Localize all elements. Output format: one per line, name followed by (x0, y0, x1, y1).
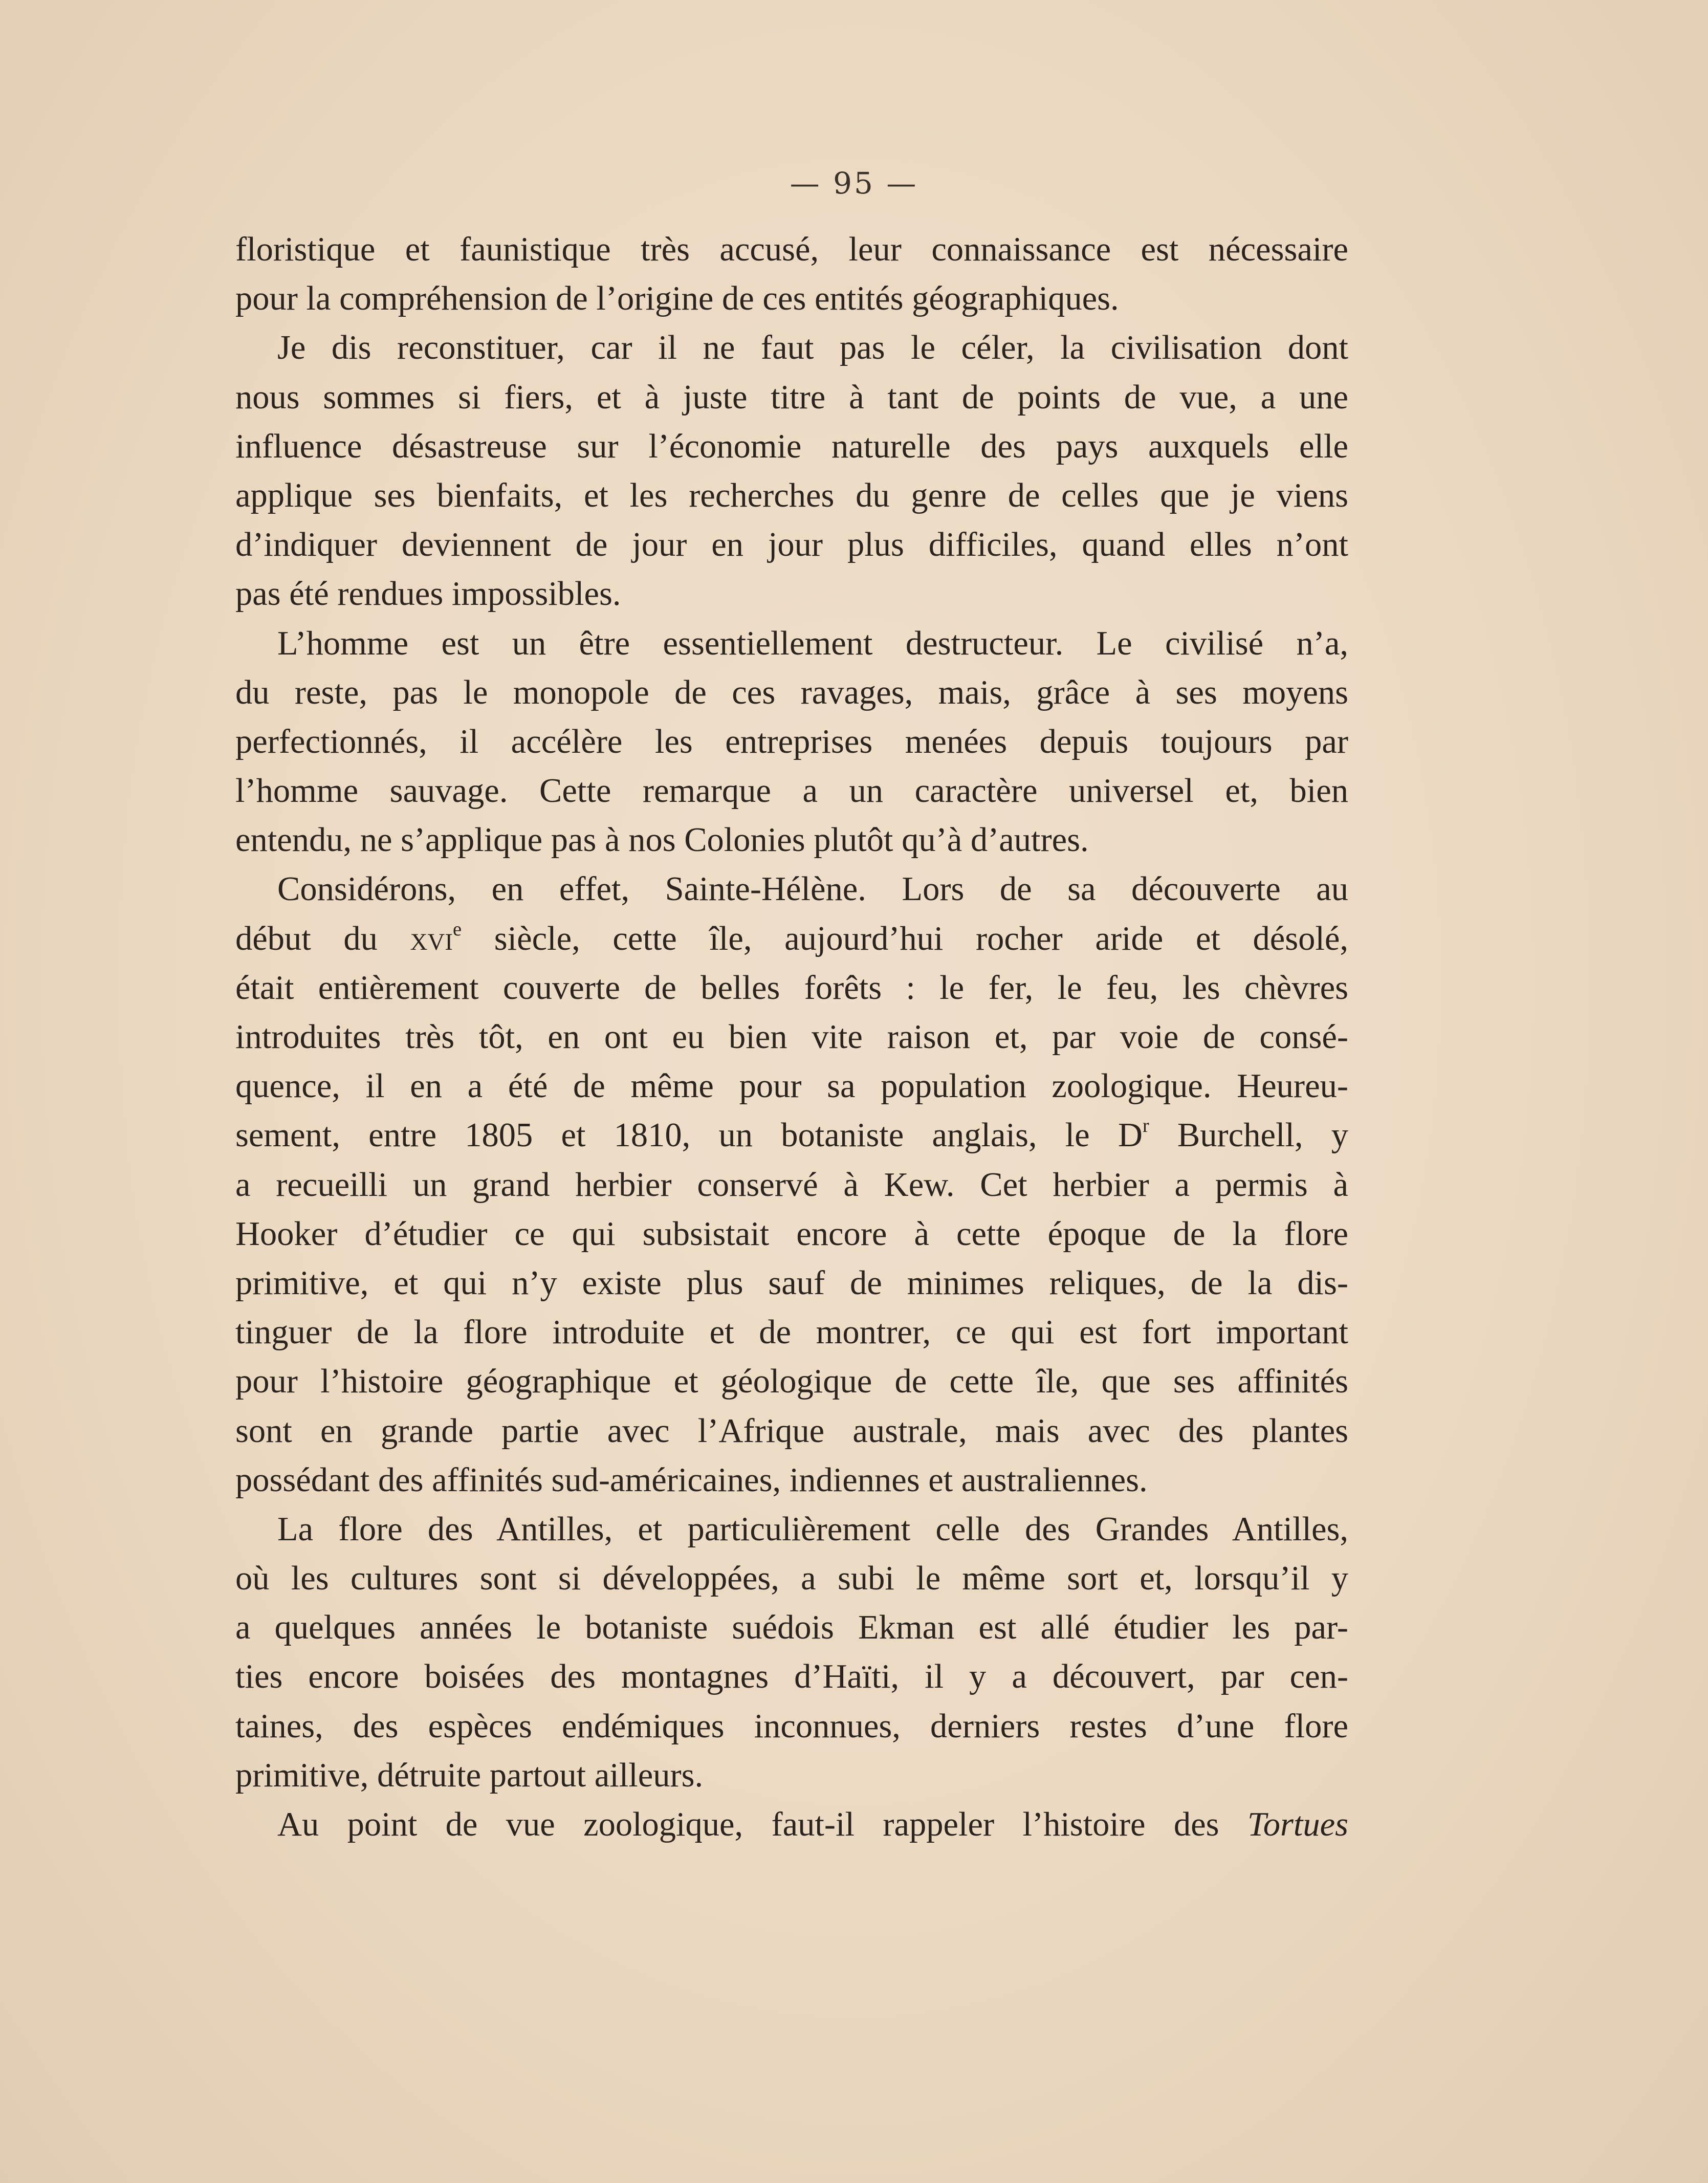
page-number: — 95 — (790, 166, 918, 201)
text-line: taines, des espèces endémiques inconnues, derniers restes d’une flore (235, 1707, 1348, 1745)
superscript: e (453, 918, 462, 940)
text-line: où les cultures sont si développées, a subi le même sort et, lorsqu’il y (235, 1560, 1348, 1598)
text-line: primitive, et qui n’y existe plus sauf de minimes reliques, de la dis- (235, 1264, 1348, 1302)
text-line: ties encore boisées des montagnes d’Haïti, il y a découvert, par cen- (235, 1658, 1348, 1696)
text-line: pas été rendues impossibles. (235, 575, 621, 613)
text-line: du reste, pas le monopole de ces ravages, mais, grâce à ses moyens (235, 673, 1348, 711)
text-line: pour la compréhension de l’origine de ces entités géographiques. (235, 280, 1119, 318)
text-line: quence, il en a été de même pour sa population zoologique. Heureu- (235, 1067, 1348, 1105)
text-line: sont en grande partie avec l’Afrique australe, mais avec des plantes (235, 1412, 1348, 1450)
line-text: siècle, cette île, aujourd’hui rocher aride et désolé, (462, 920, 1348, 957)
text-line: nous sommes si fiers, et à juste titre à tant de points de vue, a une (235, 378, 1348, 416)
text-line: Je dis reconstituer, car il ne faut pas le céler, la civilisation dont (277, 329, 1348, 367)
text-line: était entièrement couverte de belles forêts : le fer, le feu, les chèvres (235, 969, 1348, 1007)
text-line (235, 914, 1348, 964)
text-line: d’indiquer deviennent de jour en jour plus difficiles, quand elles n’ont (235, 526, 1348, 564)
text-line: pour l’histoire géographique et géologique de cette île, que ses affinités (235, 1363, 1348, 1401)
line-text: Burchell, y (1149, 1117, 1348, 1154)
text-line (235, 1111, 1348, 1160)
text-line: entendu, ne s’applique pas à nos Colonies plutôt qu’à d’autres. (235, 821, 1089, 859)
superscript: r (1142, 1115, 1149, 1137)
text-line: influence désastreuse sur l’économie naturelle des pays auxquels elle (235, 427, 1348, 465)
text-line: L’homme est un être essentiellement destructeur. Le civilisé n’a, (277, 624, 1348, 662)
text-line: possédant des affinités sud-américaines, indiennes et australiennes. (235, 1461, 1148, 1499)
text-line: a recueilli un grand herbier conservé à Kew. Cet herbier a permis à (235, 1166, 1348, 1204)
line-text: Au point de vue zoologique, faut-il rappeler l’histoire des (277, 1806, 1247, 1843)
line-text: début du (235, 920, 410, 957)
body-text (235, 225, 1348, 1849)
text-line: Hooker d’étudier ce qui subsistait encore à cette époque de la flore (235, 1215, 1348, 1253)
text-line (235, 1800, 1348, 1849)
text-line: primitive, détruite partout ailleurs. (235, 1756, 704, 1794)
line-text: sement, entre 1805 et 1810, un botaniste anglais, le D (235, 1117, 1143, 1154)
text-line: applique ses bienfaits, et les recherches du genre de celles que je viens (235, 476, 1348, 514)
century-numeral: xvi (410, 920, 453, 957)
italic-term: Tortues (1247, 1806, 1348, 1843)
text-line: La flore des Antilles, et particulièrement celle des Grandes Antilles, (277, 1510, 1348, 1548)
text-line: Considérons, en effet, Sainte-Hélène. Lors de sa découverte au (277, 870, 1348, 908)
text-line: introduites très tôt, en ont eu bien vite raison et, par voie de consé- (235, 1018, 1348, 1056)
text-line: perfectionnés, il accélère les entreprises menées depuis toujours par (235, 723, 1348, 760)
text-line: a quelques années le botaniste suédois Ekman est allé étudier les par- (235, 1609, 1348, 1647)
text-line: floristique et faunistique très accusé, leur connaissance est nécessaire (235, 231, 1348, 268)
text-line: l’homme sauvage. Cette remarque a un caractère universel et, bien (235, 772, 1348, 810)
text-line: tinguer de la flore introduite et de montrer, ce qui est fort important (235, 1314, 1348, 1351)
